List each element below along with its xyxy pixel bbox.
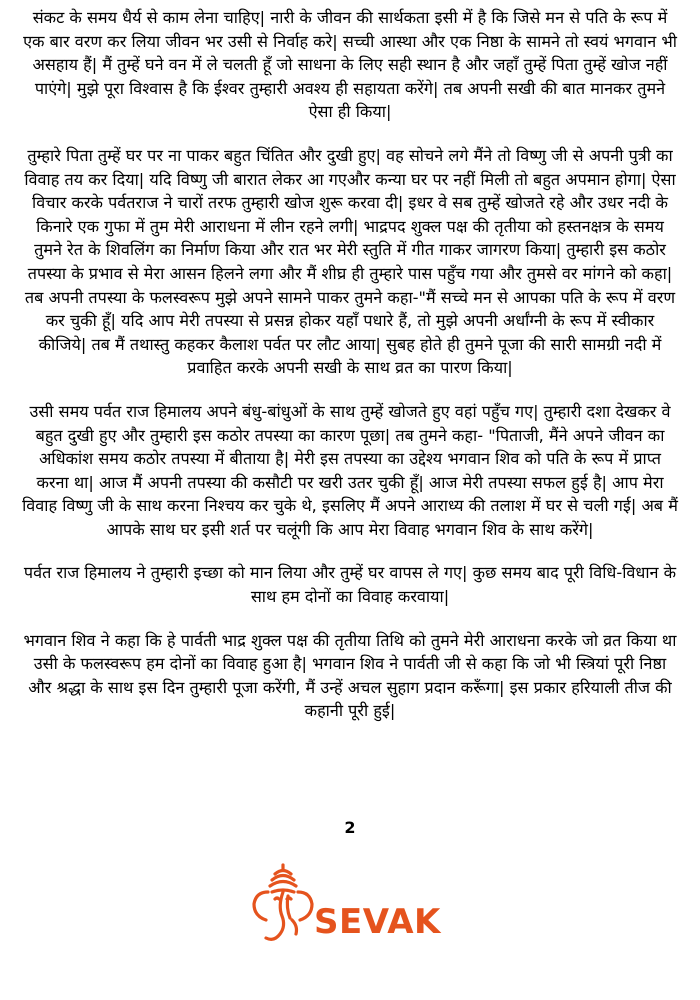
paragraph: तुम्हारे पिता तुम्हें घर पर ना पाकर बहुत चिंतित और दुखी हुए| वह सोचने लगे मैंने तो विष्णु जी से अपनी पुत्री का विवाह तय कर दिया| यदि विष्णु जी बारात लेकर आ गएऔर कन्या घर पर नहीं मिली तो बहुत अपमान होगा| ऐसा विचार करके पर्वतराज ने चारों तरफ तुम्हारी खोज शुरू करवा दी| इधर वे सब तुम्हें खोजते रहे और उधर नदी के किनारे एक गुफा में तुम मेरी आराधना में लीन रहने लगी| भाद्रपद शुक्ल पक्ष की तृतीया को हस्तनक्षत्र के समय तुमने रेत के शिवलिंग का निर्माण किया और रात भर मेरी स्तुति में गीत गाकर जागरण किया| तुम्हारी इस कठोर तपस्या के प्रभाव से मेरा आसन हिलने लगा और मैं शीघ्र ही तुम्हारे पास पहुँच गया और तुमसे वर मांगने को कहा| तब अपनी तपस्या के फलस्वरूप मुझे अपने सामने पाकर तुमने कहा-"मैं सच्चे मन से आपका पति के रूप में वरण कर चुकी हूँ| यदि आप मेरी तपस्या से प्रसन्न होकर यहाँ पधारे हैं, तो मुझे अपनी अर्धांग्नी के रूप में स्वीकार कीजिये| तब मैं तथास्तु कहकर कैलाश पर्वत पर लौट आया| सुबह होते ही तुमने पूजा की सारी सामग्री नदी में प्रवाहित करके अपनी सखी के साथ व्रत का पारण किया| [24,145,676,378]
page-number: 2 [344,818,356,837]
paragraph: उसी समय पर्वत राज हिमालय अपने बंधु-बांधुओं के साथ तुम्हें खोजते हुए वहां पहुँच गए| तुम्हारी दशा देखकर वे बहुत दुखी हुए और तुम्हारी इस कठोर तपस्या का कारण पूछा| तब तुमने कहा- "पिताजी, मैंने अपने जीवन का अधिकांश समय कठोर तपस्या में बीताया है| मेरी इस तपस्या का उद्देश्य भगवान शिव को पति के रूप में प्राप्त करना था| आज मैं अपनी तपस्या की कसौटी पर खरी उतर चुकी हूँ| आज मेरी तपस्या सफल हुई है| आप मेरा विवाह विष्णु जी के साथ करना निश्चय कर चुके थे, इसलिए मैं अपने आराध्य की तलाश में घर से चली गई| अब मैं आपके साथ घर इसी शर्त पर चलूंगी कि आप मेरा विवाह भगवान शिव के साथ करेंगे| [22,401,678,539]
sevak-logo [248,862,441,948]
story-text [22,6,678,743]
paragraph: भगवान शिव ने कहा कि हे पार्वती भाद्र शुक्ल पक्ष की तृतीया तिथि को तुमने मेरी आराधना करके जो व्रत किया था उसी के फलस्वरूप हम दोनों का विवाह हुआ है| भगवान शिव ने पार्वती जी से कहा कि जो भी स्त्रियां पूरी निष्ठा और श्रद्धा के साथ इस दिन तुम्हारी पूजा करेंगी, मैं उन्हें अचल सुहाग प्रदान करूँगा| इस प्रकार हरियाली तीज की कहानी पूरी हुई| [23,630,677,721]
ganesha-icon [248,862,318,948]
logo-text: SEVAK [314,902,441,942]
paragraph: संकट के समय धैर्य से काम लेना चाहिए| नारी के जीवन की सार्थकता इसी में है कि जिसे मन से पति के रूप में एक बार वरण कर लिया जीवन भर उसी से निर्वाह करे| सच्ची आस्था और एक निष्ठा के सामने तो स्वयं भगवान भी असहाय हैं| मैं तुम्हें घने वन में ले चलती हूँ जो साधना के लिए सही स्थान है और जहाँ तुम्हें पिता तुम्हें खोज नहीं पाएंगे| मुझे पूरा विश्वास है कि ईश्वर तुम्हारी अवश्य ही सहायता करेंगे| तब अपनी सखी की बात मानकर तुमने ऐसा ही किया| [23,8,677,122]
paragraph: पर्वत राज हिमालय ने तुम्हारी इच्छा को मान लिया और तुम्हें घर वापस ले गए| कुछ समय बाद पूरी विधि-विधान के साथ हम दोनों का विवाह करवाया| [23,563,677,607]
